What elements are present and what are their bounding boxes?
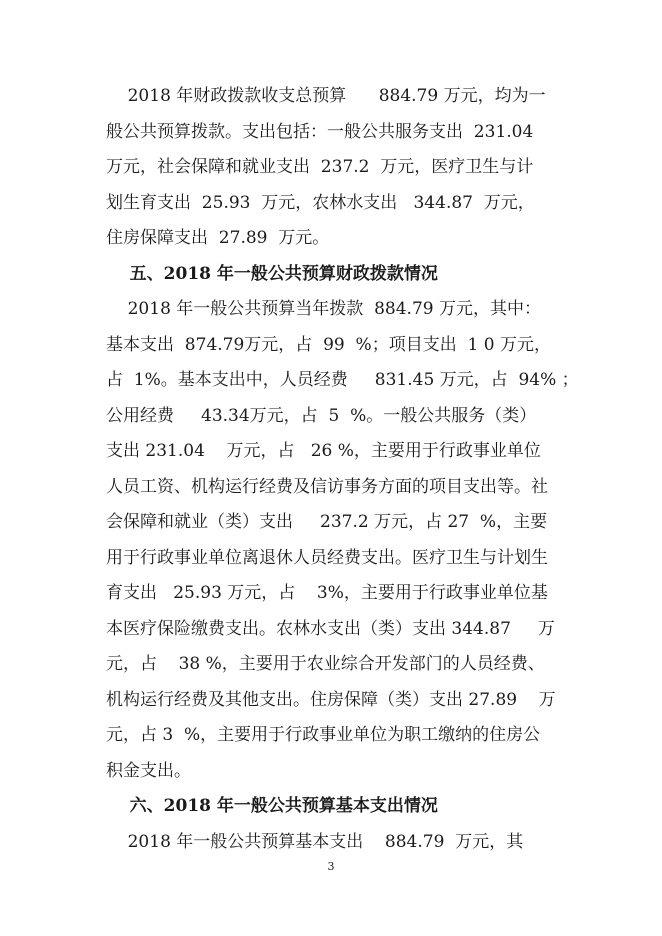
paragraph-line: 2018 年财政拨款收支总预算 884.79 万元，均为一 [106, 86, 546, 106]
section-heading-5: 五、2018 年一般公共预算财政拨款情况 [106, 264, 438, 284]
paragraph-line: 2018 年一般公共预算基本支出 884.79 万元，其 [106, 832, 524, 852]
paragraph-line: 积金支出。 [106, 761, 191, 781]
paragraph-line: 元，占 3 %，主要用于行政事业单位为职工缴纳的住房公 [106, 725, 541, 745]
paragraph-line: 住房保障支出 27.89 万元。 [106, 228, 330, 248]
paragraph-line: 划生育支出 25.93 万元，农林水支出 344.87 万元， [106, 193, 535, 213]
paragraph-line: 占 1%。基本支出中，人员经费 831.45 万元，占 94% ； [106, 370, 579, 390]
paragraph-line: 2018 年一般公共预算当年拨款 884.79 万元，其中： [106, 299, 541, 319]
paragraph-line: 育支出 25.93 万元，占 3%，主要用于行政事业单位基 [106, 583, 548, 603]
paragraph-line: 用于行政事业单位离退休人员经费支出。医疗卫生与计划生 [106, 548, 548, 568]
paragraph-line: 般公共预算拨款。支出包括：一般公共服务支出 231.04 [106, 122, 534, 142]
paragraph-line: 本医疗保险缴费支出。农林水支出（类）支出 344.87 万 [106, 619, 555, 639]
paragraph-line: 机构运行经费及其他支出。住房保障（类）支出 27.89 万 [106, 690, 556, 710]
paragraph-line: 公用经费 43.34万元，占 5 %。一般公共服务（类） [106, 406, 537, 426]
page-number: 3 [327, 860, 335, 873]
paragraph-line: 会保障和就业（类）支出 237.2 万元，占 27 %，主要 [106, 512, 548, 532]
paragraph-line: 万元，社会保障和就业支出 237.2 万元，医疗卫生与计 [106, 157, 534, 177]
paragraph-line: 基本支出 874.79万元，占 99 %；项目支出 1 0 万元， [106, 335, 551, 355]
paragraph-line: 支出 231.04 万元，占 26 %，主要用于行政事业单位 [106, 441, 541, 461]
section-heading-6: 六、2018 年一般公共预算基本支出情况 [106, 796, 438, 816]
paragraph-line: 人员工资、机构运行经费及信访事务方面的项目支出等。社 [106, 477, 548, 497]
paragraph-line: 元，占 38 %，主要用于农业综合开发部门的人员经费、 [106, 654, 545, 674]
